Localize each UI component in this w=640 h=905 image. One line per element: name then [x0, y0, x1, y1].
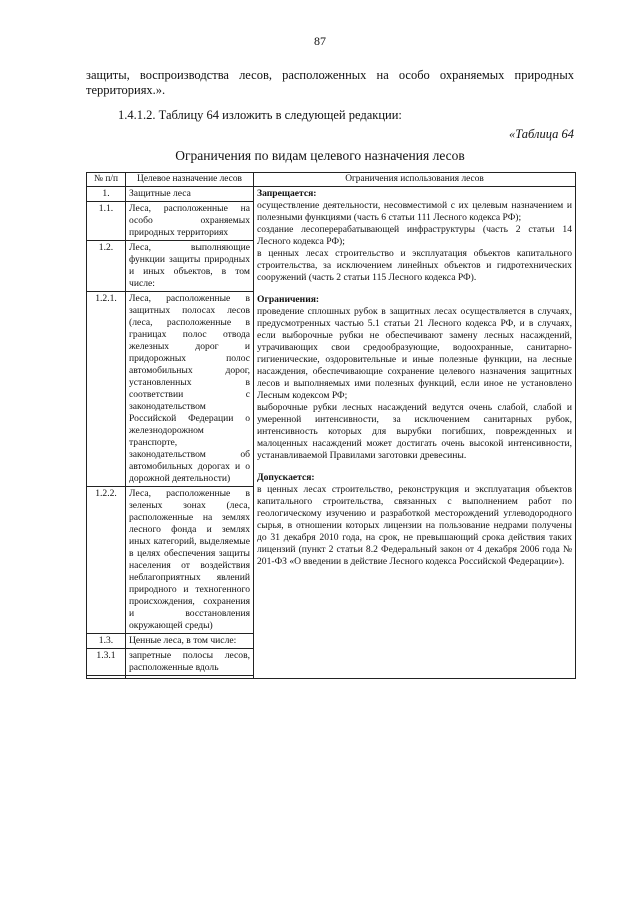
- restrictions-table: [86, 172, 576, 679]
- table-row: [87, 187, 576, 202]
- row-num: 1.2.2.: [87, 487, 126, 634]
- row-num: 1.2.: [87, 241, 126, 292]
- prohibited-item: в ценных лесах строительство и эксплуатация объектов капитального строительства, за исключением линейных объектов и гидротехнических сооружений (часть 2 статьи 115 Лесного кодекса РФ).: [257, 248, 572, 283]
- row-purpose: Леса, выполняющие функции защиты природных и иных объектов, в том числе:: [126, 241, 254, 292]
- amendment-item: 1.4.1.2. Таблицу 64 изложить в следующей редакции:: [118, 108, 402, 122]
- row-purpose: Леса, расположенные в защитных полосах лесов (леса, расположенные в границах полос отвода железных дорог и придорожных полос автомобильных дорог, установленных в соответствии с законодательством Российской Федерации о железнодорожном транспорте, законодательством об автомобильных дорогах и о дорожной деятельности): [126, 292, 254, 487]
- intro-text: защиты, воспроизводства лесов, расположенных на особо охраняемых природных территориях.».: [86, 68, 574, 97]
- prohibited-item: создание лесоперерабатывающей инфраструктуры (часть 2 статьи 14 Лесного кодекса РФ);: [257, 224, 572, 247]
- allowed-item: в ценных лесах строительство, реконструкция и эксплуатация объектов капитального строительства, связанных с выполнением работ по геологическому изучению и разработкой месторождений углеводородного сырья, в отношении которых лицензии на пользование недрами получены до 31 декабря 2010 года, на срок, не превышающий срока действия таких лицензий (пункт 2 статьи 8.2 Федеральный закон от 4 декабря 2006 года № 201-ФЗ «О введении в действие Лесного кодекса Российской Федерации»).: [257, 484, 572, 567]
- allowed-label: Допускается:: [257, 472, 315, 483]
- row-purpose: Леса, расположенные в зеленых зонах (леса, расположенные на землях лесного фонда и землях иных категорий, выделяемые в целях обеспечения защиты населения от воздействия неблагоприятных явлений природного и техногенного происхождения, сохранения и восстановления окружающей среды): [126, 487, 254, 634]
- prohibited-item: осуществление деятельности, несовместимой с их целевым назначением и полезными функциями (часть 6 статьи 111 Лесного кодекса РФ);: [257, 200, 572, 223]
- row-num: 1.3.: [87, 634, 126, 649]
- intro-paragraph: [86, 68, 574, 98]
- row-num: 1.1.: [87, 202, 126, 241]
- filler-cell: [87, 676, 126, 679]
- page-number: 87: [314, 34, 326, 48]
- header-num: № п/п: [87, 173, 126, 187]
- table-reference: «Таблица 64: [509, 127, 574, 141]
- header-purpose: Целевое назначение лесов: [126, 173, 254, 187]
- restrictions-cell: [254, 187, 576, 679]
- header-restrictions: Ограничения использования лесов: [254, 173, 576, 187]
- table-header-row: [87, 173, 576, 187]
- row-num: 1.2.1.: [87, 292, 126, 487]
- row-num: 1.3.1: [87, 649, 126, 676]
- limits-label: Ограничения:: [257, 294, 320, 305]
- row-purpose: запретные полосы лесов, расположенные вдоль: [126, 649, 254, 676]
- row-num: 1.: [87, 187, 126, 202]
- row-purpose: Ценные леса, в том числе:: [126, 634, 254, 649]
- filler-cell: [126, 676, 254, 679]
- limits-item: проведение сплошных рубок в защитных лесах осуществляется в случаях, предусмотренных частью 5.1 статьи 21 Лесного кодекса РФ, и в случаях, если выборочные рубки не обеспечивают замену лесных насаждений, утрачивающих свои средообразующие, водоохранные, санитарно-гигиенические, оздоровительные и иные полезные функции, на лесные насаждения, обеспечивающие сохранение целевого назначения защитных лесов и выполняемых ими полезных функций, если иное не установлено Лесным кодексом РФ;: [257, 306, 572, 401]
- prohibited-label: Запрещается:: [257, 188, 317, 199]
- table-heading: Ограничения по видам целевого назначения лесов: [175, 148, 465, 163]
- row-purpose: Леса, расположенные на особо охраняемых природных территориях: [126, 202, 254, 241]
- limits-item: выборочные рубки лесных насаждений ведутся очень слабой, слабой и умеренной интенсивности, за исключением санитарных рубок, интенсивность которых для вырубки погибших, поврежденных и малоценных насаждений может достигать очень высокой интенсивности, устанавливаемой Правилами заготовки древесины.: [257, 402, 572, 461]
- row-purpose: Защитные леса: [126, 187, 254, 202]
